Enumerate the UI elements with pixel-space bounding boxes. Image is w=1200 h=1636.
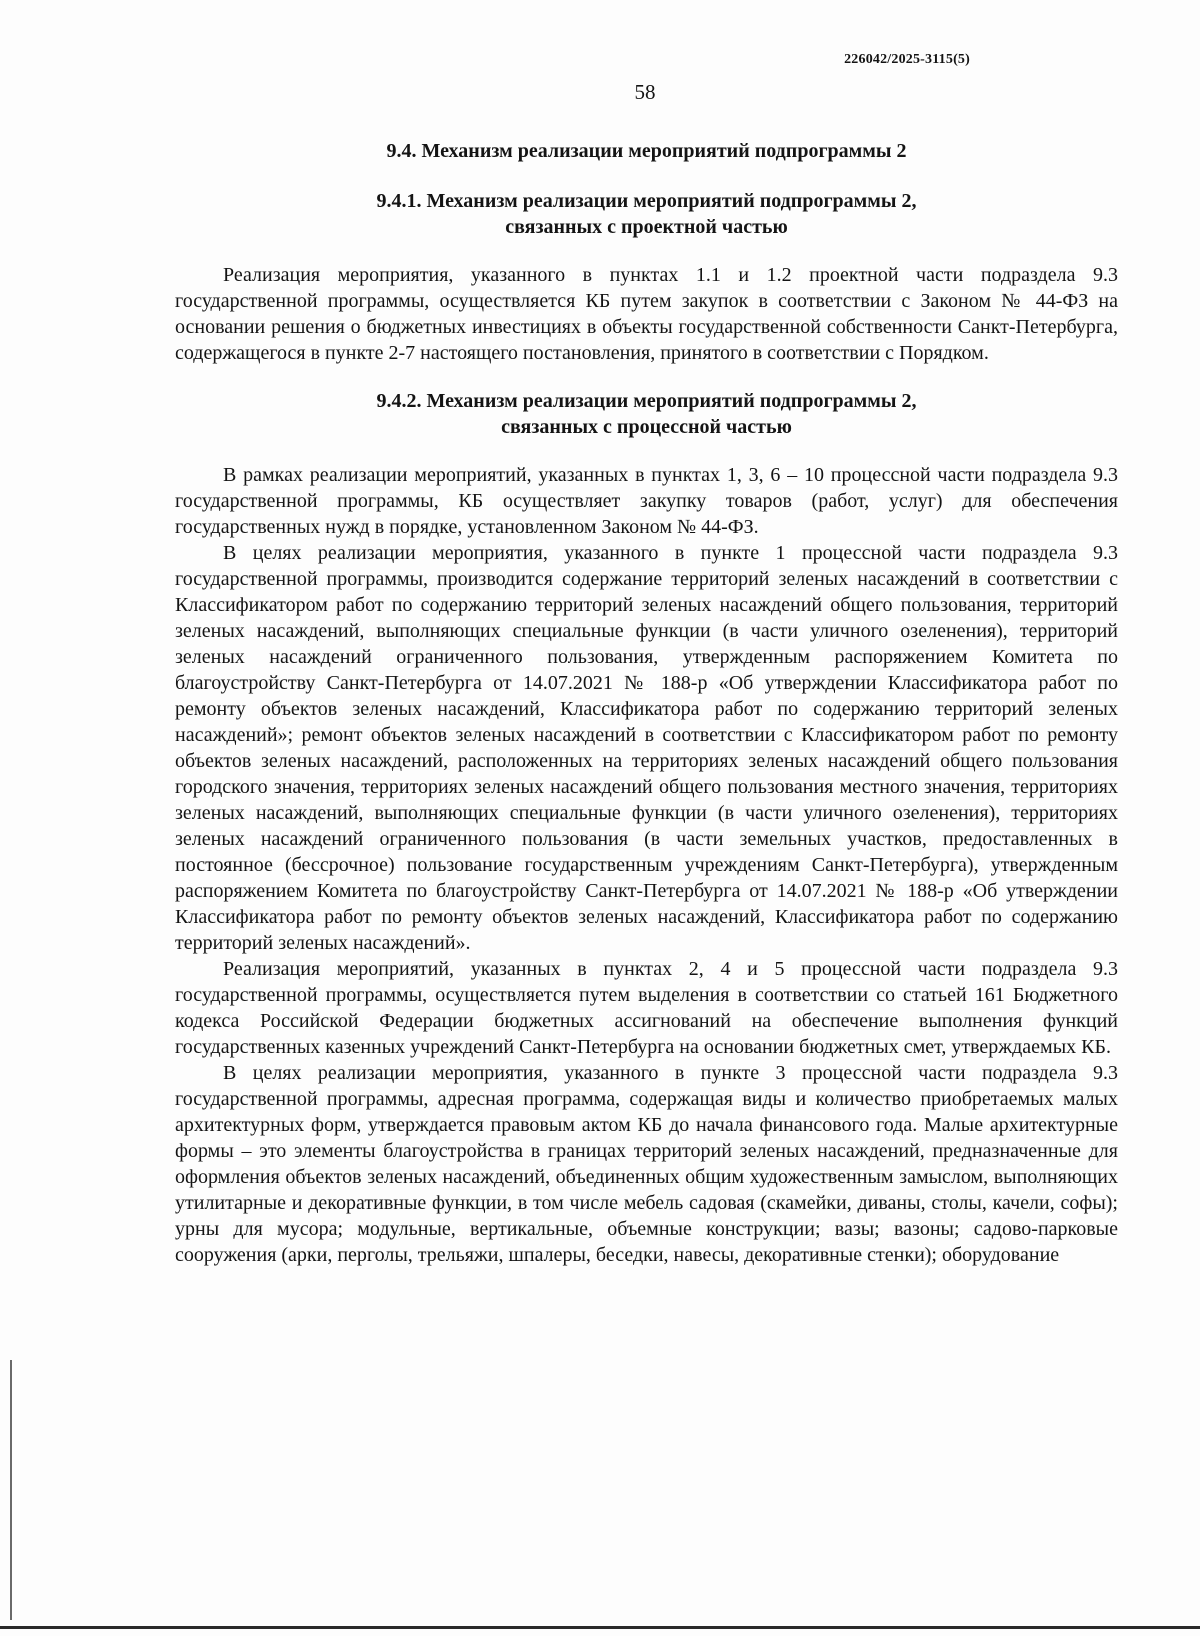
subsection-2-title-line2: связанных с процессной частью xyxy=(501,416,792,438)
paragraph: Реализация мероприятия, указанного в пунктах 1.1 и 1.2 проектной части подраздела 9.3 государственной программы, осуществляется КБ путем закупок в соответствии с Законом № 44-ФЗ на основании решения о бюджетных инвестициях в объекты государственной собственности Санкт-Петербурга, содержащегося в пункте 2-7 настоящего постановления, принятого в соответствии с Порядком. xyxy=(175,264,1118,364)
subsection-1-title-line2: связанных с проектной частью xyxy=(505,216,788,238)
subsection-2-title xyxy=(175,388,1118,440)
scan-bottom-line xyxy=(0,1626,1200,1629)
document-id: 226042/2025-3115(5) xyxy=(844,52,970,67)
paragraph: В целях реализации мероприятия, указанного в пункте 1 процессной части подраздела 9.3 государственной программы, производится содержание территорий зеленых насаждений в соответствии с Классификатором работ по содержанию территорий зеленых насаждений общего пользования, территорий зеленых насаждений, выполняющих специальные функции (в части уличного озеленения), территорий зеленых насаждений ограниченного пользования, утвержденным распоряжением Комитета по благоустройству Санкт-Петербурга от 14.07.2021 № 188-р «Об утверждении Классификатора работ по ремонту объектов зеленых насаждений, Классификатора работ по содержанию территорий зеленых насаждений»; ремонт объектов зеленых насаждений в соответствии с Классификатором работ по ремонту объектов зеленых насаждений, расположенных на территориях зеленых насаждений общего пользования городского значения, территориях зеленых насаждений общего пользования местного значения, территориях зеленых насаждений, выполняющих специальные функции (в части уличного озеленения), территориях зеленых насаждений ограниченного пользования (в части земельных участков, предоставленных в постоянное (бессрочное) пользование государственным учреждениям Санкт-Петербурга), утвержденным распоряжением Комитета по благоустройству Санкт-Петербурга от 14.07.2021 № 188-р «Об утверждении Классификатора работ по ремонту объектов зеленых насаждений, Классификатора работ по содержанию территорий зеленых насаждений». xyxy=(175,542,1118,954)
subsection-2-title-line1: 9.4.2. Механизм реализации мероприятий подпрограммы 2, xyxy=(376,390,917,412)
scan-edge-line xyxy=(10,1360,12,1620)
paragraph: В целях реализации мероприятия, указанного в пункте 3 процессной части подраздела 9.3 государственной программы, адресная программа, содержащая виды и количество приобретаемых малых архитектурных форм, утверждается правовым актом КБ до начала финансового года. Малые архитектурные формы – это элементы благоустройства в границах территорий зеленых насаждений, предназначенные для оформления объектов зеленых насаждений, объединенных общим художественным замыслом, выполняющих утилитарные и декоративные функции, в том числе мебель садовая (скамейки, диваны, столы, качели, софы); урны для мусора; модульные, вертикальные, объемные конструкции; вазы; вазоны; садово-парковые сооружения (арки, перголы, трельяжи, шпалеры, беседки, навесы, декоративные стенки); оборудование xyxy=(175,1062,1118,1266)
paragraph: В рамках реализации мероприятий, указанных в пунктах 1, 3, 6 – 10 процессной части подраздела 9.3 государственной программы, КБ осуществляет закупку товаров (работ, услуг) для обеспечения государственных нужд в порядке, установленном Законом № 44-ФЗ. xyxy=(175,464,1118,538)
document-body xyxy=(175,138,1118,1268)
paragraph: Реализация мероприятий, указанных в пунктах 2, 4 и 5 процессной части подраздела 9.3 государственной программы, осуществляется путем выделения в соответствии со статьей 161 Бюджетного кодекса Российской Федерации бюджетных ассигнований на обеспечение выполнения функций государственных казенных учреждений Санкт-Петербурга на основании бюджетных смет, утверждаемых КБ. xyxy=(175,958,1118,1058)
subsection-1-title xyxy=(175,188,1118,240)
subsection-1-title-line1: 9.4.1. Механизм реализации мероприятий подпрограммы 2, xyxy=(376,190,917,212)
page-number: 58 xyxy=(634,80,656,104)
section-title: 9.4. Механизм реализации мероприятий подпрограммы 2 xyxy=(386,140,907,162)
